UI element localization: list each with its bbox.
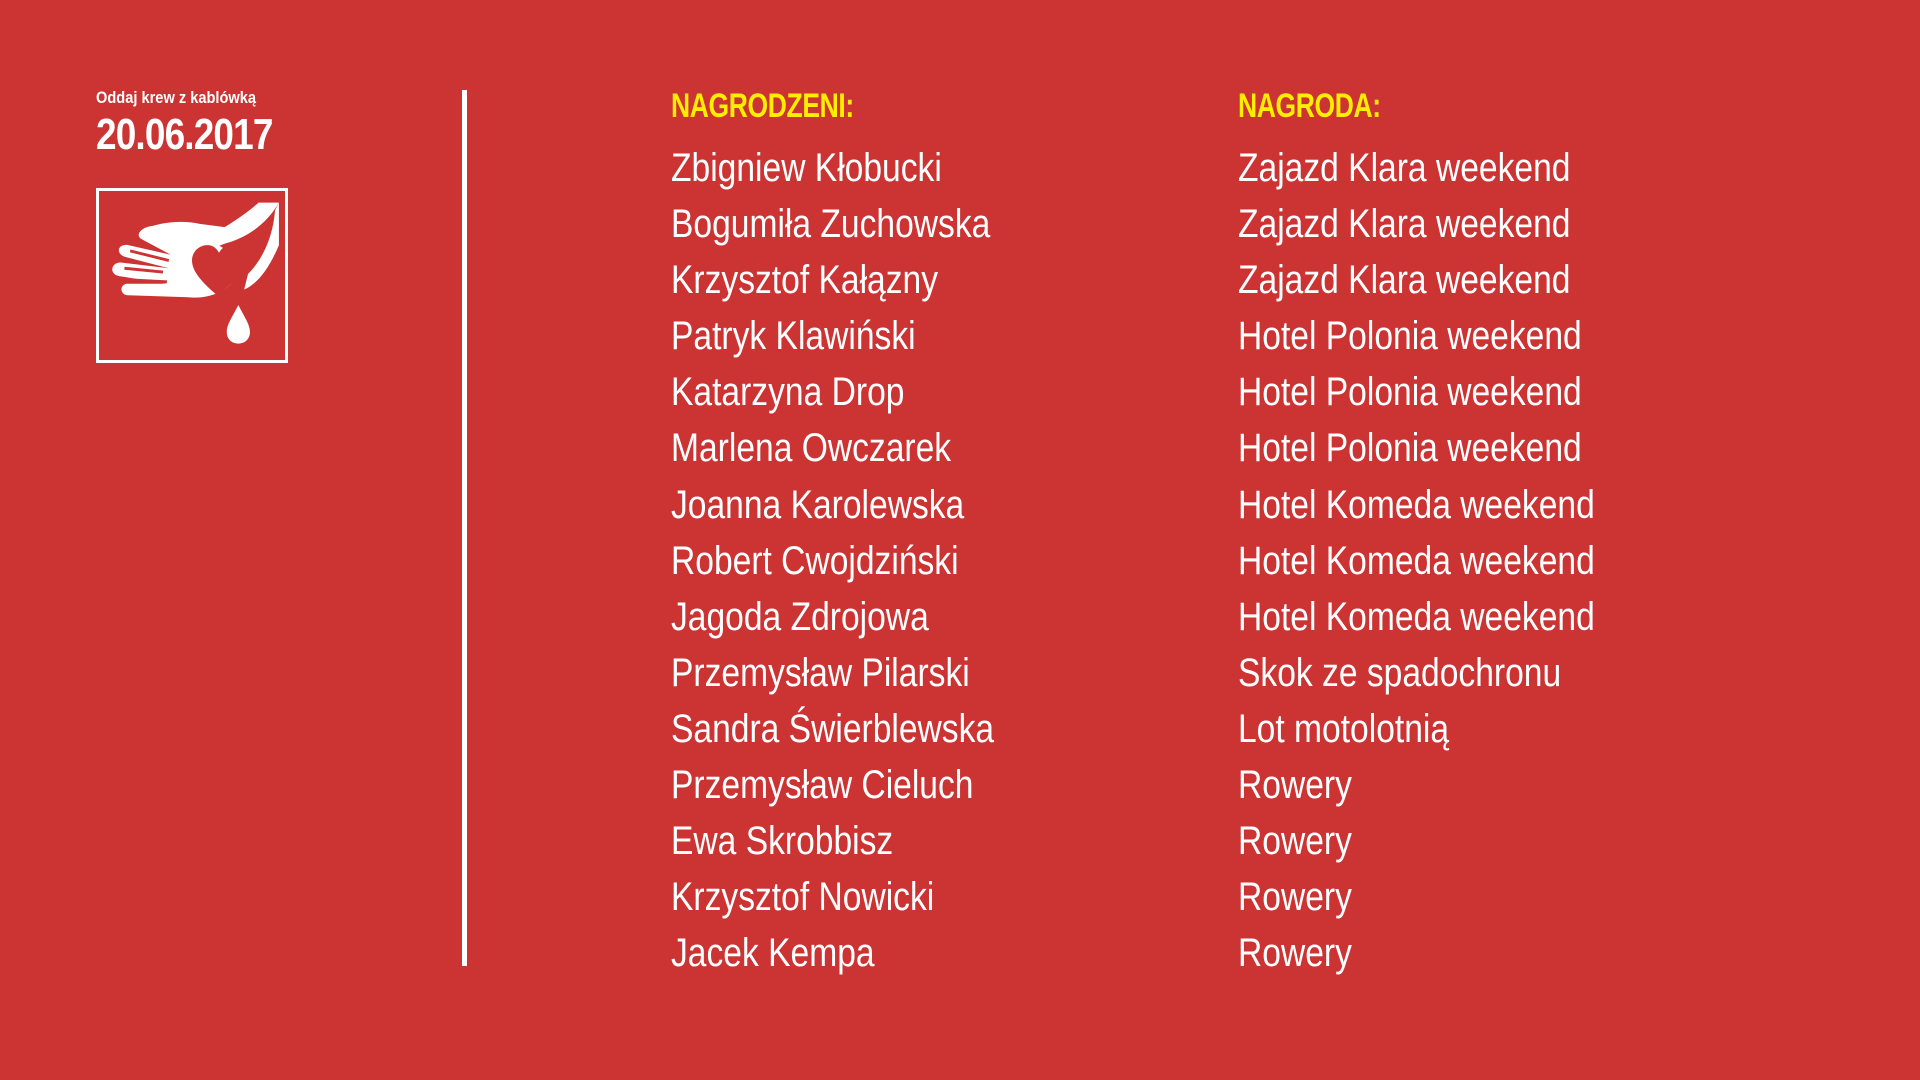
winner-name: Patryk Klawiński bbox=[671, 314, 916, 359]
winner-name: Jacek Kempa bbox=[671, 931, 875, 976]
winner-name: Sandra Świerblewska bbox=[671, 706, 995, 751]
winner-name: Krzysztof Kałązny bbox=[671, 258, 939, 303]
prize-item: Rowery bbox=[1238, 931, 1352, 976]
event-date: 20.06.2017 bbox=[96, 110, 273, 159]
winner-name: Jagoda Zdrojowa bbox=[671, 594, 929, 639]
prize-item: Hotel Polonia weekend bbox=[1238, 314, 1582, 359]
prize-item: Hotel Komeda weekend bbox=[1238, 594, 1595, 639]
winner-name: Marlena Owczarek bbox=[671, 426, 952, 471]
prize-item: Rowery bbox=[1238, 875, 1352, 920]
winners-list bbox=[671, 140, 1056, 981]
prizes-list bbox=[1238, 140, 1663, 981]
winner-name: Przemysław Cieluch bbox=[671, 763, 974, 808]
winners-column bbox=[671, 86, 1056, 981]
winner-name: Krzysztof Nowicki bbox=[671, 875, 935, 920]
hand-heart-blood-drop-icon bbox=[99, 191, 285, 360]
vertical-divider bbox=[462, 90, 467, 966]
brand-block bbox=[96, 88, 292, 158]
prize-item: Hotel Komeda weekend bbox=[1238, 482, 1595, 527]
prize-item: Rowery bbox=[1238, 819, 1352, 864]
prize-item: Hotel Komeda weekend bbox=[1238, 538, 1595, 583]
winner-name: Joanna Karolewska bbox=[671, 482, 965, 527]
prize-item: Hotel Polonia weekend bbox=[1238, 426, 1582, 471]
winner-name: Przemysław Pilarski bbox=[671, 650, 970, 695]
prizes-column bbox=[1238, 86, 1663, 981]
prize-item: Zajazd Klara weekend bbox=[1238, 202, 1571, 247]
prizes-header: NAGRODA: bbox=[1238, 87, 1381, 125]
winner-name: Zbigniew Kłobucki bbox=[671, 146, 942, 190]
prize-item: Zajazd Klara weekend bbox=[1238, 146, 1571, 190]
winner-name: Robert Cwojdziński bbox=[671, 538, 959, 583]
logo bbox=[96, 188, 288, 363]
winner-name: Katarzyna Drop bbox=[671, 370, 905, 415]
brand-subtitle: Oddaj krew z kablówką bbox=[96, 88, 257, 107]
winner-name: Bogumiła Zuchowska bbox=[671, 202, 991, 247]
prize-item: Skok ze spadochronu bbox=[1238, 650, 1562, 695]
prize-item: Zajazd Klara weekend bbox=[1238, 258, 1571, 303]
prize-item: Hotel Polonia weekend bbox=[1238, 370, 1582, 415]
prize-item: Lot motolotnią bbox=[1238, 706, 1450, 751]
prize-item: Rowery bbox=[1238, 763, 1352, 808]
winner-name: Ewa Skrobbisz bbox=[671, 819, 894, 864]
winners-header: NAGRODZENI: bbox=[671, 87, 854, 125]
